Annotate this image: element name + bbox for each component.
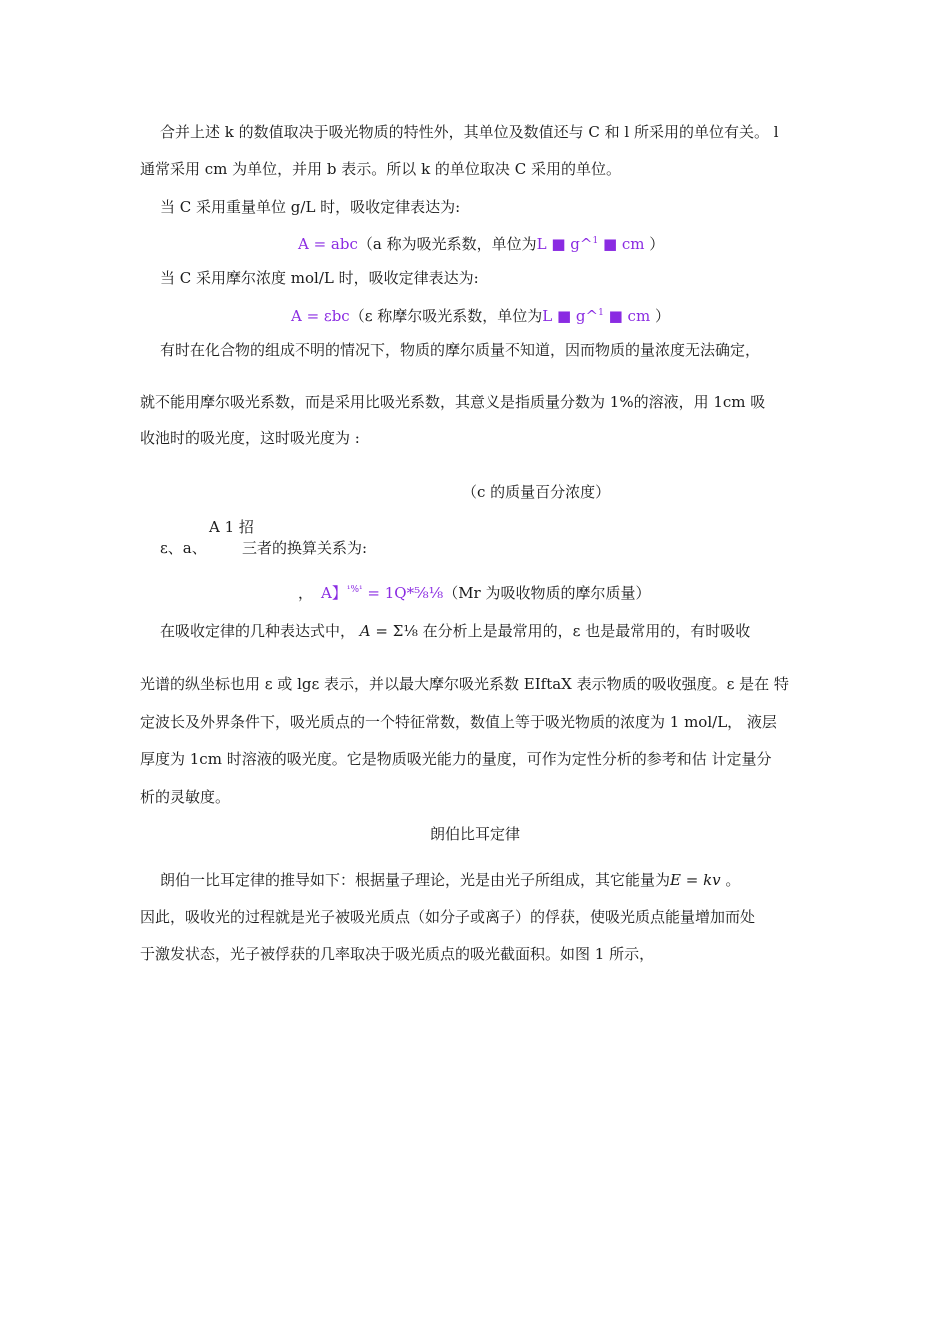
equation-abc-desc: （a 称为吸光系数，单位为 bbox=[357, 235, 537, 253]
text-part: 朗伯一比耳定律的推导如下：根据量子理论，光是由光子所组成，其它能量为 bbox=[160, 871, 671, 889]
para1-line1: 合并上述 k 的数值取决于吸光物质的特性外，其单位及数值还与 C 和 l 所采用的单位有关。 l bbox=[160, 123, 779, 141]
para6-line3: 于激发状态，光子被俘获的几率取决于吸光质点的吸光截面积。如图 1 所示， bbox=[140, 945, 655, 963]
unit-exponent: 1 bbox=[592, 236, 599, 246]
equation-ebc bbox=[291, 306, 670, 326]
unit-part: ■ cm bbox=[598, 235, 645, 253]
equation-abc-formula: A = abc bbox=[298, 235, 358, 253]
para6-line2: 因此，吸收光的过程就是光子被吸光质点（如分子或离子）的俘获，使吸光质点能量增加而处 bbox=[140, 908, 756, 926]
equation-conversion-formula bbox=[321, 584, 443, 602]
para2-line: 当 C 采用重量单位 g/L 时，吸收定律表达为: bbox=[160, 198, 461, 216]
equation-abc-close: ） bbox=[644, 235, 665, 253]
para5-line3: 定波长及外界条件下，吸光质点的一个特征常数，数值上等于吸光物质的浓度为 1 mol/L， 液层 bbox=[140, 713, 777, 731]
equation-abc-unit bbox=[537, 235, 645, 253]
conversion-intro: 三者的换算关系为: bbox=[242, 539, 368, 557]
text-part: 在吸收定律的几种表达式中， bbox=[160, 622, 356, 640]
text-part: 。 bbox=[720, 871, 741, 889]
section-heading: 朗伯比耳定律 bbox=[430, 825, 521, 843]
equation-abc bbox=[298, 234, 664, 254]
formula-part: A】 bbox=[321, 584, 347, 602]
para6-line1 bbox=[160, 870, 740, 890]
unit-exponent: 1 bbox=[598, 308, 604, 318]
formula-part: = 1Q*⅝⅛ bbox=[367, 584, 444, 602]
unit-part: ■ cm bbox=[603, 307, 651, 325]
equation-ebc-close: ） bbox=[650, 307, 670, 325]
equation-conversion-comma: ， bbox=[298, 584, 314, 602]
energy-formula: E = kv bbox=[670, 871, 721, 889]
symbol-a: A bbox=[359, 622, 371, 640]
equation-conversion bbox=[298, 583, 651, 603]
equation-ebc-formula: A = εbc bbox=[291, 307, 350, 325]
formula-superscript: ¹%¹ bbox=[346, 585, 363, 595]
equation-conversion-note: （Mr 为吸收物质的摩尔质量） bbox=[443, 584, 651, 602]
unit-part: L ■ g^ bbox=[536, 235, 593, 253]
equation-ebc-desc: （ε 称摩尔吸光系数，单位为 bbox=[349, 307, 543, 325]
para5-line1 bbox=[160, 621, 750, 641]
unit-part: L ■ g^ bbox=[542, 307, 599, 325]
para5-line5: 析的灵敏度。 bbox=[140, 788, 231, 806]
formula-fragment-eps: ε、a、 bbox=[160, 539, 207, 557]
para5-line4: 厚度为 1cm 时溶液的吸光度。它是物质吸光能力的量度，可作为定性分析的参考和估 计定量分 bbox=[140, 750, 772, 768]
para4-line3: 收池时的吸光度，这时吸光度为 : bbox=[140, 429, 360, 447]
para5-line2: 光谱的纵坐标也用 ε 或 lgε 表示，并以最大摩尔吸光系数 EIftaX 表示物质的吸收强度。ε 是在 特 bbox=[140, 675, 789, 693]
equation-ebc-unit bbox=[542, 307, 650, 325]
para4-line2: 就不能用摩尔吸光系数，而是采用比吸光系数，其意义是指质量分数为 1%的溶液，用 1cm 吸 bbox=[140, 393, 766, 411]
formula-fragment-a1: A 1 招 bbox=[209, 518, 254, 536]
para4-line1: 有时在化合物的组成不明的情况下，物质的摩尔质量不知道，因而物质的量浓度无法确定， bbox=[160, 341, 761, 359]
concentration-note: （c 的质量百分浓度） bbox=[462, 483, 611, 501]
para1-line2: 通常采用 cm 为单位，并用 b 表示。所以 k 的单位取决 C 采用的单位。 bbox=[140, 160, 621, 178]
para3-line: 当 C 采用摩尔浓度 mol/L 时，吸收定律表达为: bbox=[160, 269, 479, 287]
text-part: = Σ⅛ 在分析上是最常用的，ε 也是最常用的，有时吸收 bbox=[375, 622, 751, 640]
